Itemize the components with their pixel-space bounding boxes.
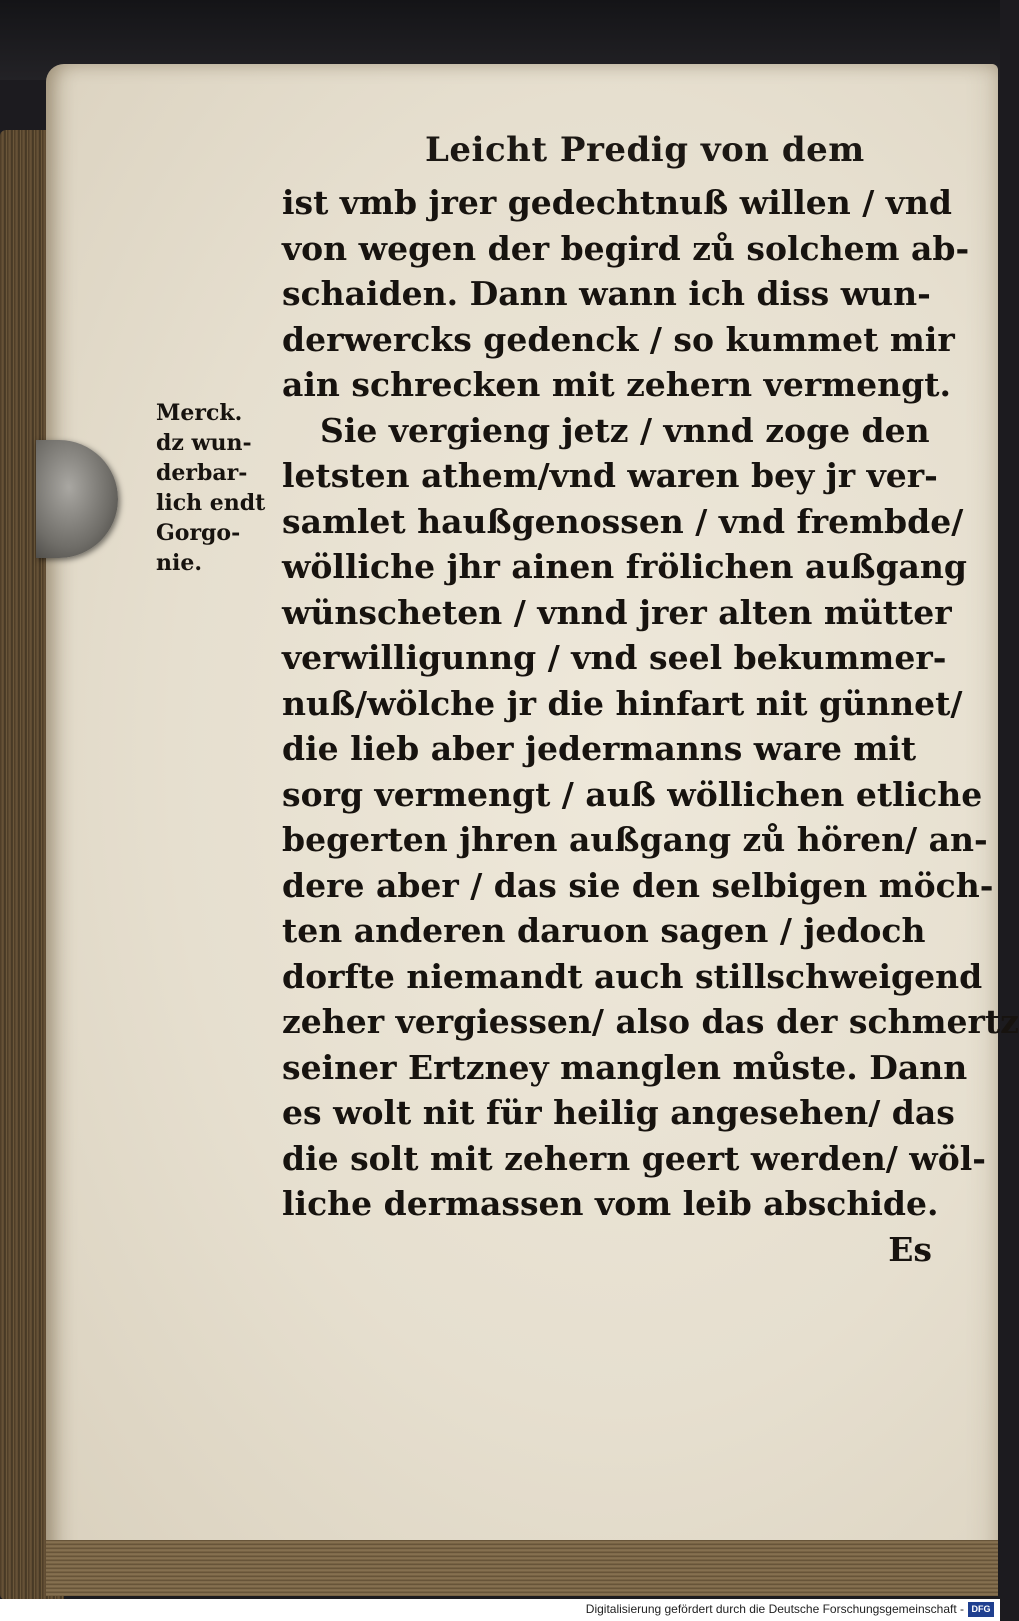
body-text bbox=[282, 180, 1019, 1272]
margin-note-line: Merck. bbox=[156, 400, 243, 426]
text-line: ain schrecken mit zehern vermengt. bbox=[282, 365, 951, 404]
running-header: Leicht Predig von dem bbox=[425, 130, 865, 170]
margin-note-line: dz wun- bbox=[156, 430, 252, 456]
text-line: dorfte niemandt auch stillschweigend bbox=[282, 956, 983, 996]
funding-notice: Digitalisierung gefördert durch die Deutsche Forschungsgemeinschaft - bbox=[585, 1602, 964, 1616]
margin-note-line: Gorgo- bbox=[156, 520, 241, 546]
margin-note bbox=[156, 398, 281, 578]
text-line: Sie vergieng jetz / vnnd zoge den bbox=[320, 410, 930, 450]
page-clip bbox=[36, 440, 118, 558]
margin-note-line: nie. bbox=[156, 550, 203, 576]
text-line: schaiden. Dann wann ich diss wun- bbox=[282, 274, 931, 313]
text-line: es wolt nit für heilig angesehen/ das bbox=[282, 1093, 955, 1132]
text-line: zeher vergiessen/ also das der schmertz bbox=[282, 1002, 1019, 1041]
margin-note-line: derbar- bbox=[156, 460, 248, 486]
text-line: nuß/wölche jr die hinfart nit günnet/ bbox=[282, 683, 963, 723]
dfg-logo: DFG bbox=[968, 1602, 994, 1617]
text-line: samlet haußgenossen / vnd frembde/ bbox=[282, 501, 964, 541]
text-line: seiner Ertzney manglen můste. Dann bbox=[282, 1047, 968, 1087]
text-line: von wegen der begird zů solchem ab- bbox=[282, 228, 970, 268]
text-line: die lieb aber jedermanns ware mit bbox=[282, 729, 917, 768]
text-line: letsten athem/vnd waren bey jr ver- bbox=[282, 456, 938, 495]
text-line: verwilligunng / vnd seel bekummer- bbox=[282, 638, 947, 677]
text-line: liche dermassen vom leib abschide. bbox=[282, 1184, 939, 1223]
text-line: die solt mit zehern geert werden/ wöl- bbox=[282, 1138, 986, 1178]
text-line: ist vmb jrer gedechtnuß willen / vnd bbox=[282, 183, 952, 222]
text-line: sorg vermengt / auß wöllichen etliche bbox=[282, 774, 983, 814]
text-line: begerten jhren außgang zů hören/ an- bbox=[282, 820, 988, 859]
text-line: dere aber / das sie den selbigen möch- bbox=[282, 865, 994, 905]
footer-bar bbox=[0, 1599, 1000, 1621]
text-line: derwercks gedenck / so kummet mir bbox=[282, 319, 955, 359]
text-line: wünscheten / vnnd jrer alten mütter bbox=[282, 592, 952, 632]
text-line: wölliche jhr ainen frölichen außgang bbox=[282, 547, 967, 586]
book-bottom-edge bbox=[46, 1540, 998, 1596]
margin-note-line: lich endt bbox=[156, 490, 266, 516]
catchword: Es bbox=[888, 1229, 932, 1269]
text-line: ten anderen daruon sagen / jedoch bbox=[282, 911, 926, 950]
